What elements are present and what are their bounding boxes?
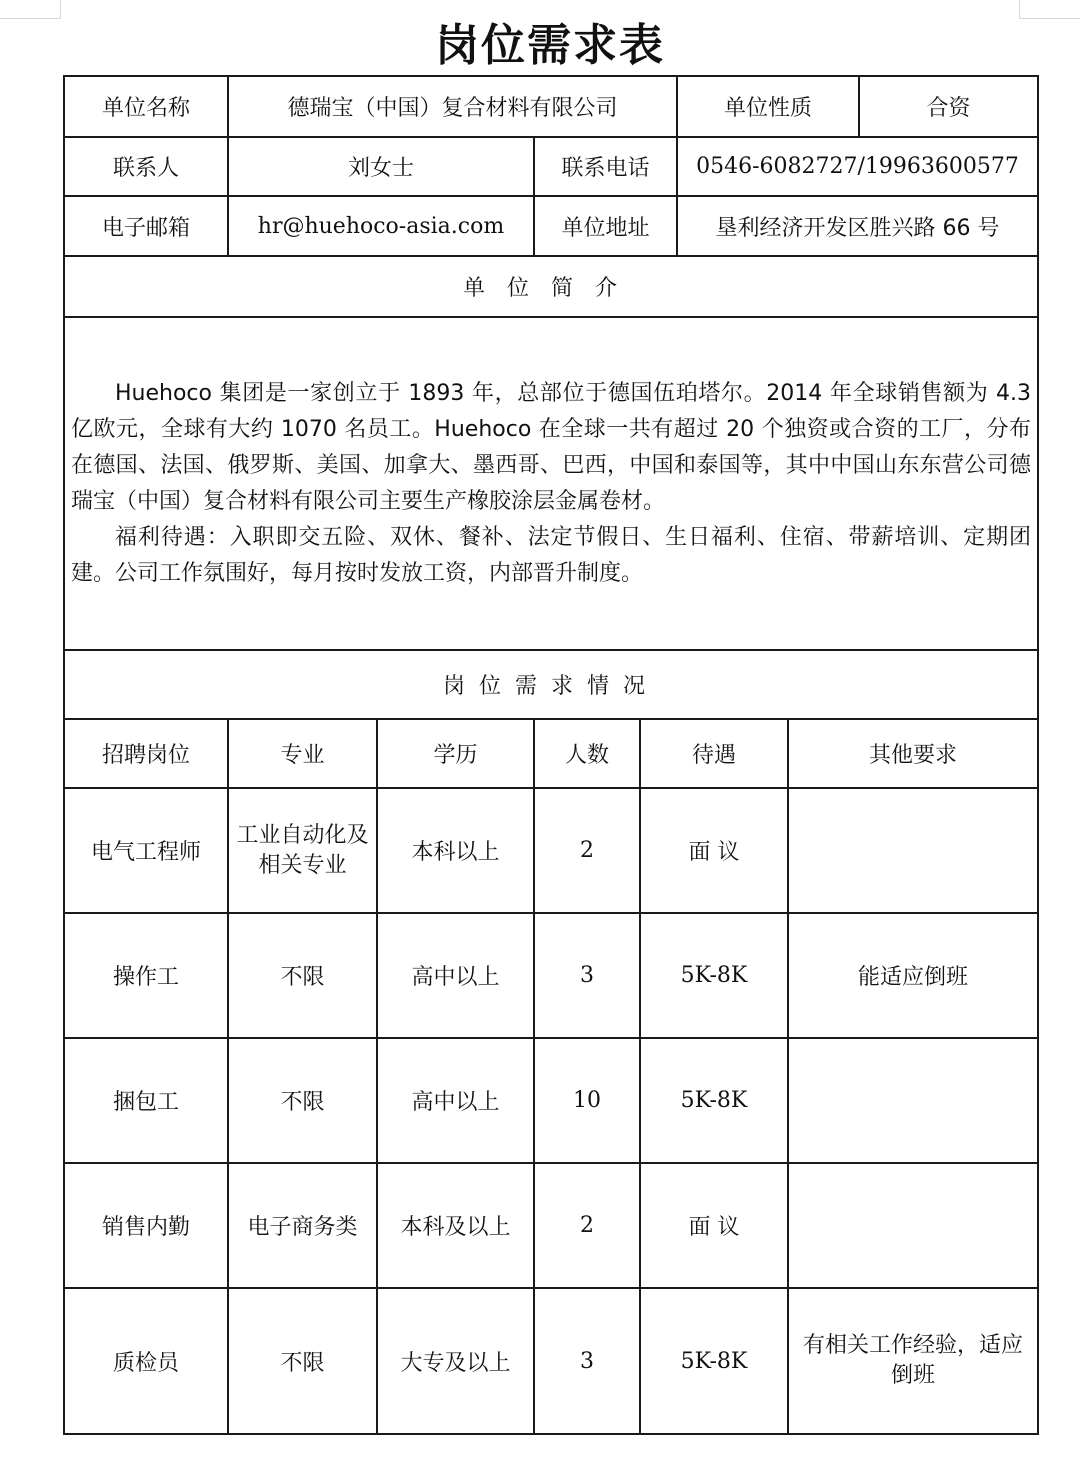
table-row	[64, 788, 1038, 913]
table-row	[64, 1288, 1038, 1434]
other-cell	[788, 1038, 1038, 1163]
other-cell	[788, 788, 1038, 913]
row-company-name	[64, 76, 1038, 137]
other-cell: 有相关工作经验，适应倒班	[788, 1288, 1038, 1434]
address-label: 单位地址	[534, 196, 677, 256]
count-cell: 3	[534, 1288, 640, 1434]
table-row	[64, 913, 1038, 1038]
position-cell: 电气工程师	[64, 788, 228, 913]
header-salary: 待遇	[640, 719, 788, 788]
salary-cell: 5K-8K	[640, 1288, 788, 1434]
other-cell	[788, 1163, 1038, 1288]
row-intro-body	[64, 317, 1038, 650]
count-cell: 3	[534, 913, 640, 1038]
position-cell: 质检员	[64, 1288, 228, 1434]
header-education: 学历	[377, 719, 534, 788]
education-cell: 高中以上	[377, 1038, 534, 1163]
page-title: 岗位需求表	[435, 20, 665, 71]
education-cell: 本科以上	[377, 788, 534, 913]
intro-paragraph: Huehoco 集团是一家创立于 1893 年，总部位于德国伍珀塔尔。2014 年全球销售额为 4.3 亿欧元，全球有大约 1070 名员工。Huehoco 在全球一共有超过 20 个独资或合资的工厂，分布在德国、法国、俄罗斯、美国、加拿大、墨西哥、巴西，中国和泰国等，其中中国山东东营公司德瑞宝（中国）复合材料有限公司主要生产橡胶涂层金属卷材。	[71, 380, 1032, 514]
contact-value: 刘女士	[228, 137, 534, 196]
row-positions-heading	[64, 650, 1038, 719]
address-value: 垦利经济开发区胜兴路 66 号	[677, 196, 1038, 256]
header-count: 人数	[534, 719, 640, 788]
row-intro-heading	[64, 256, 1038, 317]
position-cell: 捆包工	[64, 1038, 228, 1163]
page-corner-right	[1019, 0, 1080, 19]
company-nature-value: 合资	[859, 76, 1038, 137]
position-cell: 销售内勤	[64, 1163, 228, 1288]
intro-heading: 单位简介	[64, 256, 1038, 317]
major-cell: 不限	[228, 1288, 377, 1434]
page-corner-left	[0, 0, 61, 19]
education-cell: 高中以上	[377, 913, 534, 1038]
count-cell: 2	[534, 1163, 640, 1288]
email-value: hr@huehoco-asia.com	[228, 196, 534, 256]
major-cell: 工业自动化及相关专业	[228, 788, 377, 913]
major-cell: 电子商务类	[228, 1163, 377, 1288]
company-name-value: 德瑞宝（中国）复合材料有限公司	[228, 76, 677, 137]
major-cell: 不限	[228, 913, 377, 1038]
company-nature-label: 单位性质	[677, 76, 859, 137]
job-requirements-table	[63, 75, 1039, 1435]
phone-value: 0546-6082727/19963600577	[677, 137, 1038, 196]
contact-label: 联系人	[64, 137, 228, 196]
company-name-label: 单位名称	[64, 76, 228, 137]
header-other: 其他要求	[788, 719, 1038, 788]
intro-body	[64, 317, 1038, 650]
header-major: 专业	[228, 719, 377, 788]
header-position: 招聘岗位	[64, 719, 228, 788]
count-cell: 10	[534, 1038, 640, 1163]
salary-cell: 5K-8K	[640, 913, 788, 1038]
other-cell: 能适应倒班	[788, 913, 1038, 1038]
positions-header-row	[64, 719, 1038, 788]
education-cell: 本科及以上	[377, 1163, 534, 1288]
position-cell: 操作工	[64, 913, 228, 1038]
positions-heading: 岗位需求情况	[64, 650, 1038, 719]
major-cell: 不限	[228, 1038, 377, 1163]
salary-cell: 5K-8K	[640, 1038, 788, 1163]
row-email	[64, 196, 1038, 256]
count-cell: 2	[534, 788, 640, 913]
benefits-paragraph: 福利待遇：入职即交五险、双休、餐补、法定节假日、生日福利、住宿、带薪培训、定期团建。公司工作氛围好，每月按时发放工资，内部晋升制度。	[71, 524, 1032, 586]
email-label: 电子邮箱	[64, 196, 228, 256]
table-row	[64, 1163, 1038, 1288]
education-cell: 大专及以上	[377, 1288, 534, 1434]
salary-cell: 面 议	[640, 1163, 788, 1288]
salary-cell: 面 议	[640, 788, 788, 913]
table-row	[64, 1038, 1038, 1163]
row-contact	[64, 137, 1038, 196]
phone-label: 联系电话	[534, 137, 677, 196]
